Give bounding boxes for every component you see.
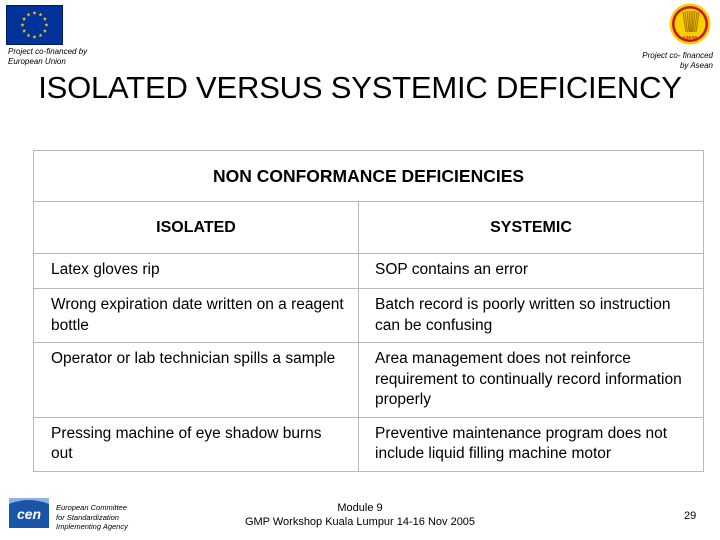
asean-emblem-icon	[669, 2, 711, 46]
eu-caption-line: European Union	[8, 57, 66, 66]
systemic-cell: Area management does not reinforce requirement to continually record information properly	[359, 343, 704, 418]
eu-caption	[8, 47, 87, 67]
cen-logo-text: cen	[16, 506, 42, 522]
eu-caption-line: Project co-financed by	[8, 47, 88, 56]
systemic-cell: Batch record is poorly written so instruction can be confusing	[359, 289, 704, 343]
cen-caption-line: European Committee	[56, 503, 127, 512]
table-row	[34, 289, 704, 343]
table-row	[34, 417, 704, 471]
systemic-cell: Preventive maintenance program does not include liquid filling machine motor	[359, 417, 704, 471]
isolated-cell: Wrong expiration date written on a reagent bottle	[34, 289, 359, 343]
footer-module: Module 9	[337, 502, 383, 514]
asean-logo	[669, 2, 711, 46]
column-header-isolated: ISOLATED	[34, 202, 359, 254]
footer-workshop: GMP Workshop Kuala Lumpur 14-16 Nov 2005	[244, 516, 476, 528]
asean-caption-line: Project co- financed	[642, 51, 713, 60]
column-header-systemic: SYSTEMIC	[359, 202, 704, 254]
cen-caption-line: for Standardization	[56, 512, 119, 522]
isolated-cell: Operator or lab technician spills a sample	[34, 343, 359, 418]
asean-logo-text: ASEAN	[682, 35, 698, 40]
slide-title: ISOLATED VERSUS SYSTEMIC DEFICIENCY	[38, 70, 682, 105]
asean-caption-line: by Asean	[679, 61, 713, 70]
table-row	[34, 254, 704, 289]
eu-flag-icon	[7, 6, 62, 44]
table-heading: NON CONFORMANCE DEFICIENCIES	[34, 151, 704, 202]
table-row	[34, 343, 704, 418]
isolated-cell: Latex gloves rip	[34, 254, 359, 289]
footer-info	[0, 501, 720, 529]
page-number: 29	[684, 510, 697, 522]
eu-flag-logo	[6, 5, 63, 45]
asean-caption	[642, 51, 713, 71]
isolated-cell: Pressing machine of eye shadow burns out	[34, 417, 359, 471]
cen-caption-line: Implementing Agency	[56, 522, 128, 531]
deficiency-table	[33, 150, 704, 472]
systemic-cell: SOP contains an error	[359, 254, 704, 289]
